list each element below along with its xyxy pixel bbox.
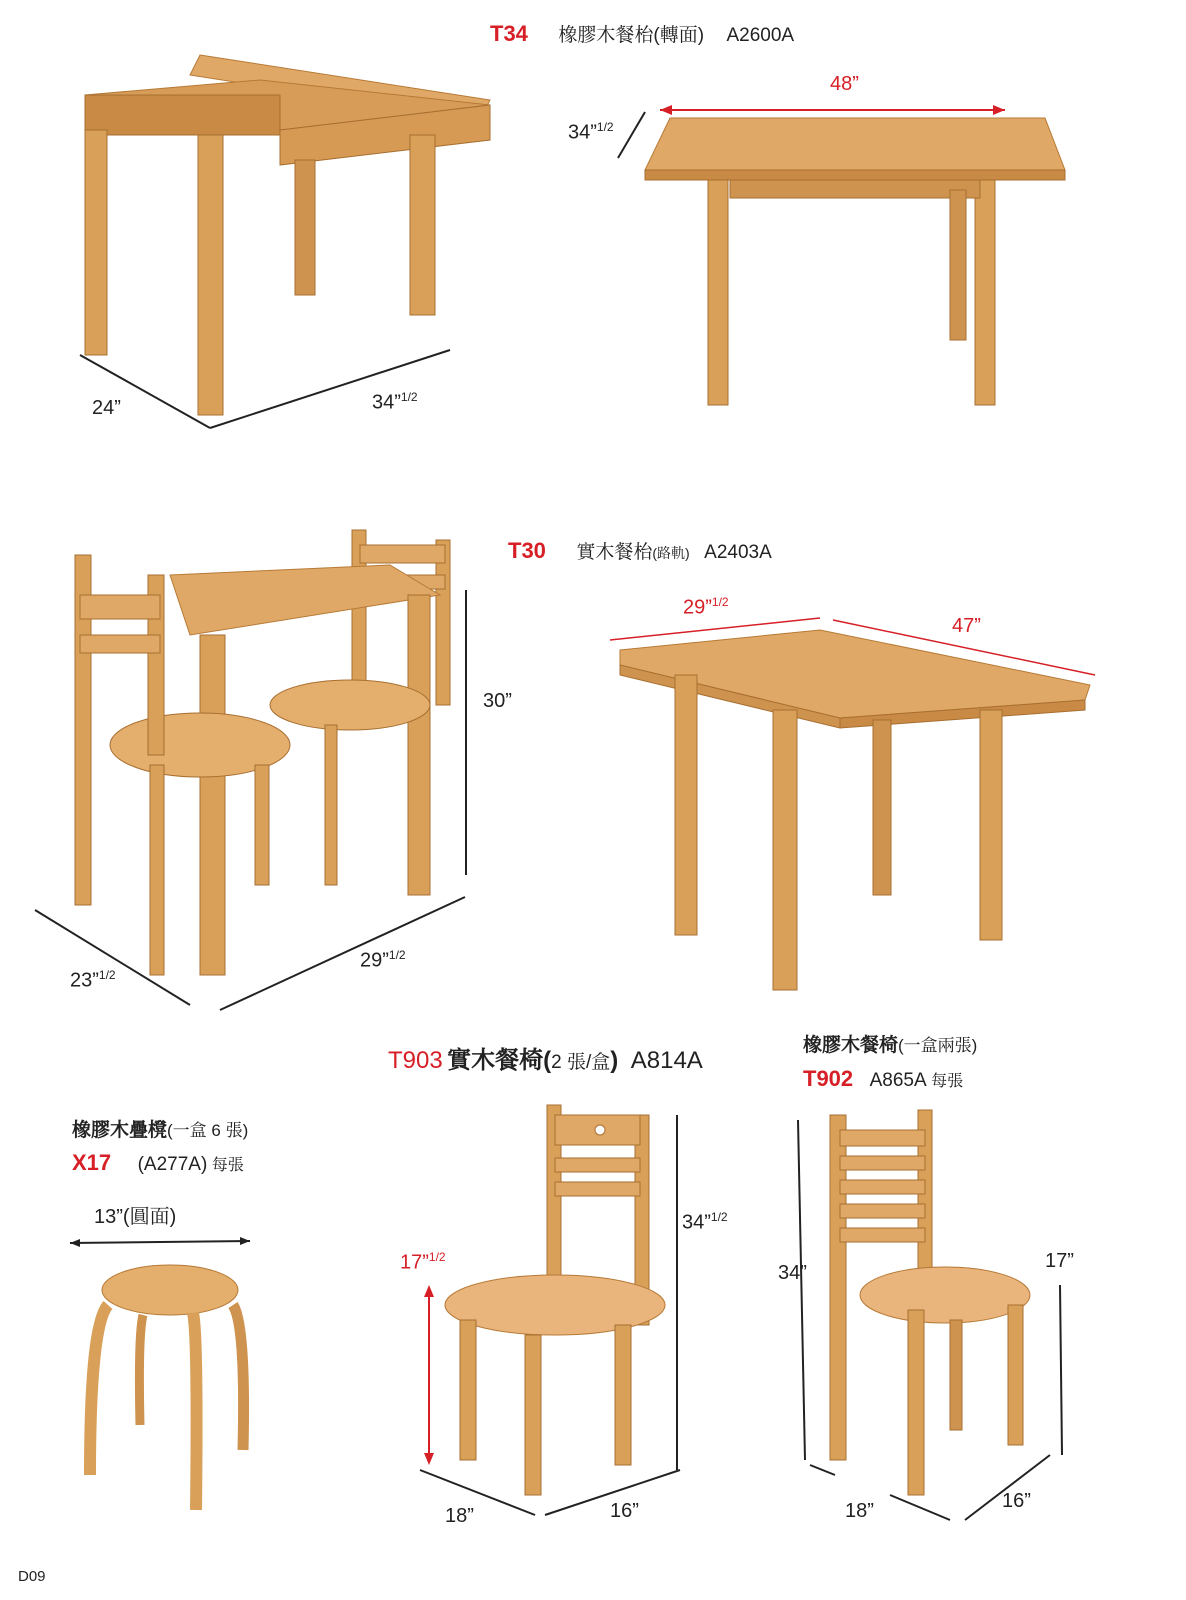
t34-dim-width: 48” bbox=[830, 73, 859, 95]
x17-header bbox=[72, 1150, 244, 1176]
t902-dim-width: 16” bbox=[1002, 1490, 1031, 1512]
t34-price: A2600A bbox=[726, 25, 795, 46]
t30-name: 實木餐枱 bbox=[576, 542, 653, 563]
t34-dim-open-depth: 34”$^{1/2}$ bbox=[568, 120, 614, 144]
page-number: D09 bbox=[18, 1568, 46, 1585]
t34-folded-table-image bbox=[80, 50, 500, 430]
t34-code: T34 bbox=[490, 21, 528, 46]
t30-set-image bbox=[30, 525, 480, 1015]
t30-code: T30 bbox=[508, 538, 546, 563]
t30-extended-table-image bbox=[605, 610, 1105, 995]
t903-chair-image bbox=[415, 1100, 705, 1530]
t903-dim-seat: 17”$^{1/2}$ bbox=[400, 1250, 446, 1274]
t34-header bbox=[490, 20, 794, 47]
t30-dim-width: 29”$^{1/2}$ bbox=[360, 948, 406, 972]
t30-dim-length: 47” bbox=[952, 615, 981, 637]
t903-dim-depth: 18” bbox=[445, 1505, 474, 1527]
t902-dim-seat: 17” bbox=[1045, 1250, 1074, 1272]
t903-dim-height: 34”$^{1/2}$ bbox=[682, 1210, 728, 1234]
t30-header bbox=[508, 537, 772, 564]
t34-dim-length: 34”$^{1/2}$ bbox=[372, 390, 418, 414]
t30-dim-height: 30” bbox=[483, 690, 512, 712]
t902-dim-height: 34” bbox=[778, 1262, 807, 1284]
x17-price: (A277A) bbox=[137, 1154, 208, 1175]
t903-price: A814A bbox=[630, 1047, 703, 1074]
t30-price: A2403A bbox=[704, 542, 772, 563]
x17-dim-top: 13”(圓面) bbox=[94, 1206, 177, 1228]
t903-name: 實木餐椅( bbox=[447, 1047, 552, 1074]
t903-qty: 2 張/盒 bbox=[551, 1052, 611, 1073]
t902-code: T902 bbox=[803, 1066, 854, 1091]
t903-code: T903 bbox=[388, 1047, 443, 1074]
x17-code: X17 bbox=[72, 1150, 112, 1175]
t34-open-table-image bbox=[600, 70, 1080, 420]
t903-dim-width: 16” bbox=[610, 1500, 639, 1522]
t34-dim-depth: 24” bbox=[92, 397, 121, 419]
t30-dim-leaf: 29”$^{1/2}$ bbox=[683, 595, 729, 619]
t903-header: T903 實木餐椅(2 張/盒) A814A bbox=[388, 1047, 703, 1074]
t34-name: 橡膠木餐枱(轉面) bbox=[558, 25, 705, 46]
t902-title: 橡膠木餐椅(一盒兩張) bbox=[803, 1035, 978, 1056]
t30-dim-depth: 23”$^{1/2}$ bbox=[70, 968, 116, 992]
x17-per: 每張 bbox=[211, 1157, 244, 1174]
t902-per: 每張 bbox=[931, 1073, 964, 1090]
t902-header bbox=[803, 1066, 963, 1092]
t902-dim-depth: 18” bbox=[845, 1500, 874, 1522]
x17-title: 橡膠木疊櫈(一盒 6 張) bbox=[72, 1120, 249, 1141]
t902-price: A865A bbox=[869, 1070, 927, 1091]
x17-stool-image bbox=[68, 1235, 258, 1515]
t902-chair-image bbox=[790, 1110, 1080, 1530]
t30-name-small: (路軌) bbox=[652, 545, 690, 561]
